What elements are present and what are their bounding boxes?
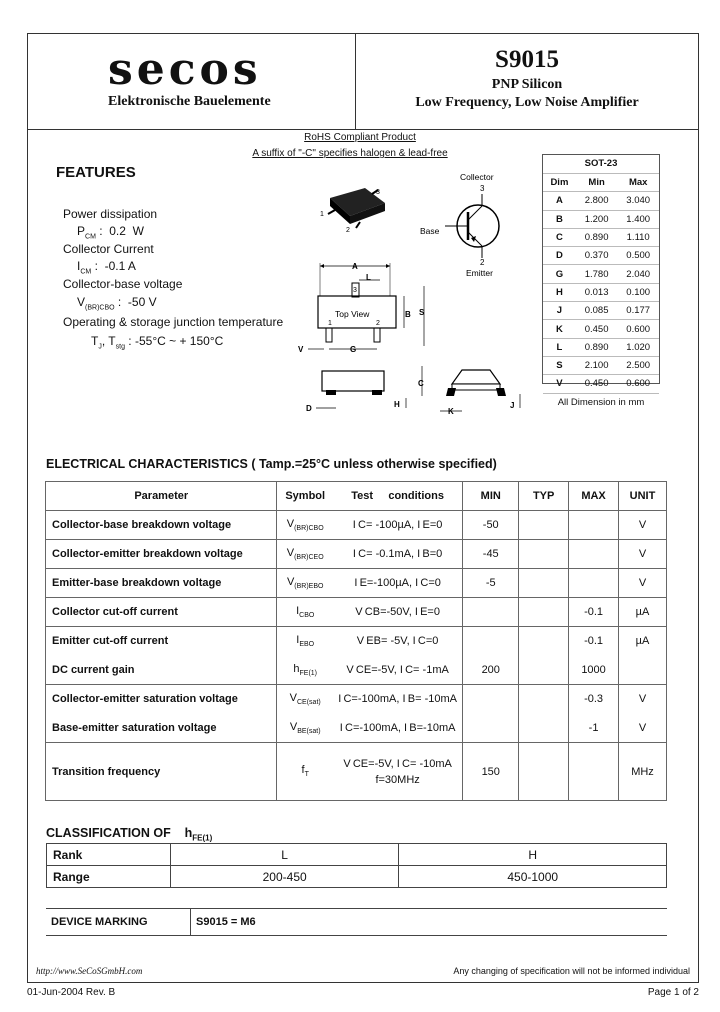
svg-text:3: 3 (353, 287, 357, 294)
svg-text:2: 2 (376, 320, 380, 327)
table-row: L 0.890 1.020 (543, 338, 659, 356)
table-row: A 2.800 3.040 (543, 192, 659, 210)
company-subtitle: Elektronische Bauelemente (108, 94, 271, 109)
table-row: Collector-emitter breakdown voltage $V_{(BR)CEO}$ I C= -0.1mA, I B=0 -45 V (46, 540, 667, 569)
dim-G: G (350, 345, 357, 354)
dim-L: L (366, 273, 371, 282)
table-row: B 1.200 1.400 (543, 210, 659, 228)
table-row: C 0.890 1.110 (543, 228, 659, 246)
table-row: Collector cut-off current $I_{CBO}$ V CB=-50V, I E=0 -0.1 µA (46, 598, 667, 627)
dim-J: J (510, 401, 515, 410)
label-topview: Top View (335, 309, 370, 319)
feature-temp-label: Operating & storage junction temperature (63, 315, 284, 329)
part-type: PNP Silicon (491, 77, 563, 92)
dim-header-min: Min (576, 174, 618, 192)
feature-temp-value: $T_J$, $T_{stg}$ : -55°C ~ + 150°C (91, 334, 224, 351)
dimension-table (543, 173, 659, 411)
table-row: Transition frequency $f_T$ V CE=-5V, I C= -10mA f=30MHz 150 MHz (46, 743, 667, 801)
dim-header-dim: Dim (543, 174, 576, 192)
footer-date: 01-Jun-2004 Rev. B (27, 987, 116, 998)
dim-H: H (394, 400, 400, 409)
table-row: V 0.450 0.600 (543, 375, 659, 393)
feature-cc-value: $I_{CM}$ : -0.1 A (77, 259, 136, 276)
side-view-body (322, 371, 384, 391)
rohs-note: RoHS Compliant Product (304, 132, 416, 143)
company-logo: secos (108, 44, 262, 95)
feature-power-label: Power dissipation (63, 207, 158, 221)
part-number: S9015 (495, 46, 559, 73)
classification-title: CLASSIFICATION OF $h_{FE(1)}$ (46, 826, 213, 843)
table-row: G 1.780 2.040 (543, 265, 659, 283)
footer-url[interactable]: http://www.SeCoSGmbH.com (36, 966, 143, 976)
label-base: Base (420, 226, 440, 236)
dim-S: S (419, 308, 425, 317)
dim-D: D (306, 404, 312, 413)
package-diagram (290, 168, 535, 418)
table-row: Emitter-base breakdown voltage $V_{(BR)EBO}$ I E=-100µA, I C=0 -5 V (46, 569, 667, 598)
part-description: Low Frequency, Low Noise Amplifier (415, 95, 639, 110)
dimension-footer: All Dimension in mm (543, 393, 659, 411)
dim-B: B (405, 310, 411, 319)
sym-pin3: 3 (480, 184, 485, 193)
table-row: J 0.085 0.177 (543, 302, 659, 320)
table-row: Emitter cut-off current $I_{EBO}$ V EB= -5V, I C=0 -0.1 µA (46, 627, 667, 656)
dimension-table-box (542, 154, 660, 408)
table-row: S 2.100 2.500 (543, 356, 659, 374)
svg-text:1: 1 (328, 320, 332, 327)
dim-K: K (448, 407, 454, 416)
pkg-pin3: 3 (376, 189, 380, 196)
footer-notice: Any changing of specification will not be informed individual (453, 966, 690, 976)
sym-pin2: 2 (480, 258, 485, 267)
feature-cbv-value: $V_{(BR)CBO}$ : -50 V (77, 295, 157, 312)
dim-header-max: Max (617, 174, 659, 192)
electrical-table: Parameter Symbol Test conditions MIN TYP MAX UNIT Collector-base breakdown voltage $V_{(BR)CBO}$ I C= -100µA, I E=0 -50 V Collector-emitter breakdown voltage $V_{(BR)CEO}$ I C= -0.1mA, I B=0 -45 V Emitter-base breakdown voltage $V_{(BR)EBO}$ I E=-100µA, I C=0 -5 V Collector cut-off current $I_{CBO}$ V CB=-50V, I E=0 -0.1 µA Emitter cut-off current $I_{EBO}$ V EB= -5V, I C=0 -0.1 µA DC current gain $h_{FE(1)}$ V CE=-5V, I C= -1mA 200 1000 Collector-emitter saturation voltage $V_{CE(sat)}$ I C=-100mA, I B= -10mA -0.3 V Base-emitter saturation voltage $V_{BE(sat)}$ I C=-100mA, I B=-10mA -1 V Transition frequency $f_T$ V CE=-5V, I C= -10mA f=30MHz 150 MHz (45, 481, 667, 801)
device-marking-label: DEVICE MARKING (51, 916, 148, 928)
table-row: Base-emitter saturation voltage $V_{BE(sat)}$ I C=-100mA, I B=-10mA -1 V (46, 714, 667, 743)
features-title: FEATURES (56, 164, 136, 181)
pkg-pin2: 2 (346, 227, 350, 234)
feature-cbv-label: Collector-base voltage (63, 277, 183, 291)
label-emitter: Emitter (466, 268, 493, 278)
feature-power-value: $P_{CM}$ : 0.2 W (77, 224, 144, 241)
dimension-table-title: SOT-23 (584, 158, 618, 169)
table-row: D 0.370 0.500 (543, 247, 659, 265)
table-row: Collector-base breakdown voltage $V_{(BR)CBO}$ I C= -100µA, I E=0 -50 V (46, 511, 667, 540)
table-row: Range 200-450 450-1000 (47, 866, 667, 888)
dim-A: A (352, 262, 358, 271)
pkg-pin1: 1 (320, 211, 324, 218)
table-row: Collector-emitter saturation voltage $V_{CE(sat)}$ I C=-100mA, I B= -10mA -0.3 V (46, 685, 667, 714)
dim-C: C (418, 379, 424, 388)
feature-cc-label: Collector Current (63, 242, 154, 256)
suffix-note: A suffix of "-C" specifies halogen & lead-free (252, 148, 448, 159)
table-row: K 0.450 0.600 (543, 320, 659, 338)
table-row: Rank L H (47, 844, 667, 866)
footer-page: Page 1 of 2 (647, 987, 699, 998)
classification-table (46, 843, 667, 888)
table-row: H 0.013 0.100 (543, 283, 659, 301)
device-marking-value: S9015 = M6 (196, 916, 256, 928)
dim-V: V (298, 345, 304, 354)
device-marking-divider (190, 908, 191, 936)
end-view-body (452, 370, 500, 384)
label-collector: Collector (460, 172, 494, 182)
electrical-title: ELECTRICAL CHARACTERISTICS ( Tamp.=25°C unless otherwise specified) (46, 457, 497, 471)
table-row: DC current gain $h_{FE(1)}$ V CE=-5V, I C= -1mA 200 1000 (46, 656, 667, 685)
